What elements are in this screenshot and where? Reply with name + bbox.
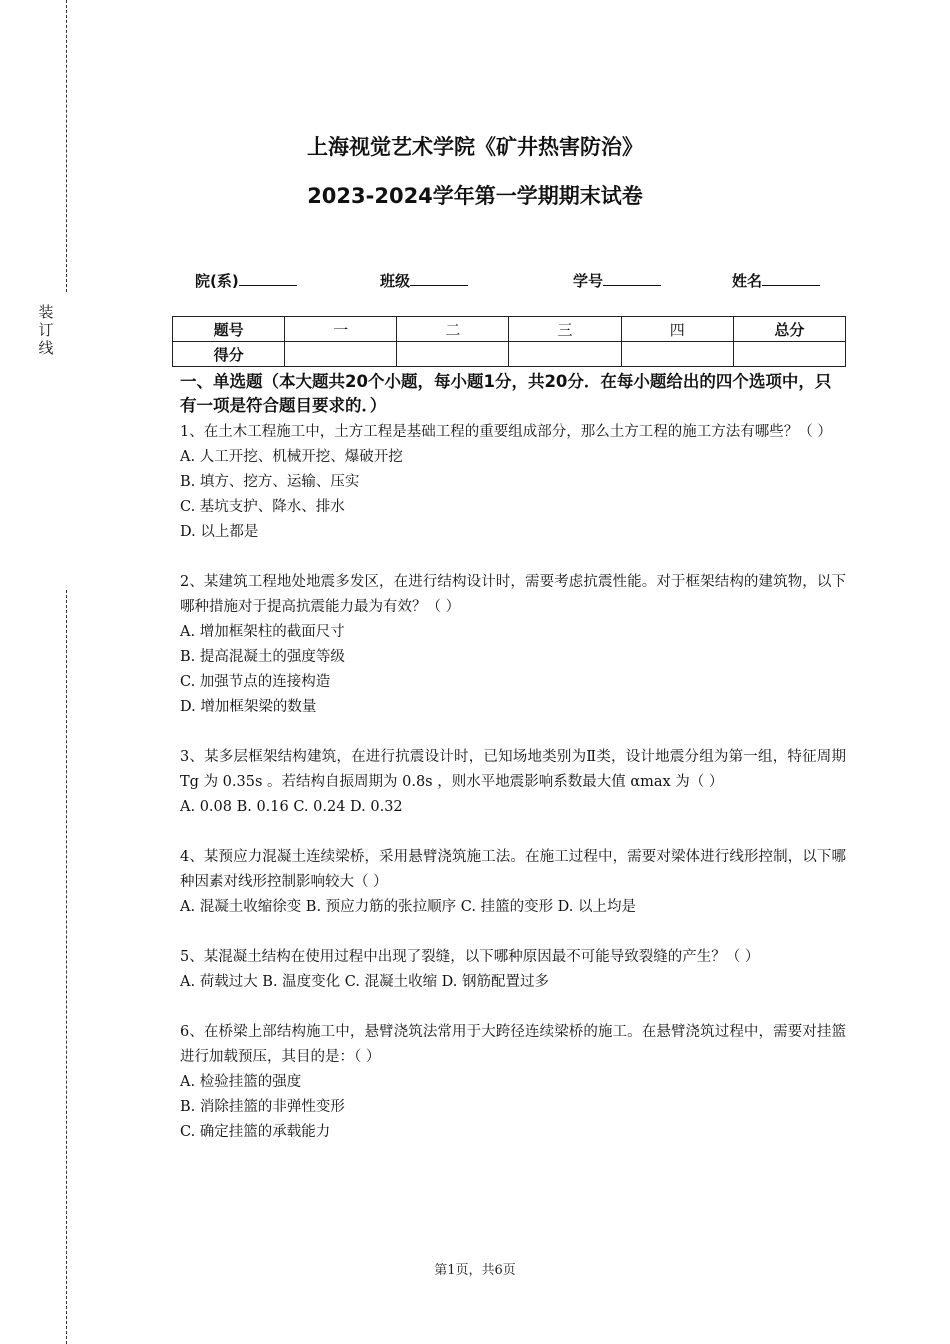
score-header-cell: 一 bbox=[285, 317, 397, 342]
question-stem: 6、在桥梁上部结构施工中，悬臂浇筑法常用于大跨径连续梁桥的施工。在悬臂浇筑过程中，需要对挂篮进行加载预压，其目的是：（ ） bbox=[180, 1024, 846, 1065]
question-option: A. 混凝土收缩徐变 B. 预应力筋的张拉顺序 C. 挂篮的变形 D. 以上均是 bbox=[180, 899, 637, 915]
question-stem: 2、某建筑工程地处地震多发区，在进行结构设计时，需要考虑抗震性能。对于框架结构的建筑物，以下哪种措施对于提高抗震能力最为有效？（ ） bbox=[180, 574, 846, 615]
page-footer: 第1页，共6页 bbox=[434, 1263, 516, 1278]
score-cell[interactable] bbox=[733, 342, 845, 367]
question bbox=[180, 1020, 846, 1145]
student-id-label: 学号 bbox=[573, 272, 604, 290]
question bbox=[180, 745, 846, 820]
department-label: 院(系) bbox=[195, 272, 239, 290]
question-option: D. 增加框架梁的数量 bbox=[180, 699, 317, 715]
department-blank[interactable] bbox=[239, 270, 297, 286]
binding-char: 线 bbox=[38, 339, 54, 357]
question bbox=[180, 570, 846, 720]
question bbox=[180, 945, 846, 995]
score-table bbox=[172, 316, 846, 367]
score-cell[interactable] bbox=[397, 342, 509, 367]
binding-char: 装 bbox=[38, 303, 54, 321]
question-option: A. 荷载过大 B. 温度变化 C. 混凝土收缩 D. 钢筋配置过多 bbox=[180, 974, 550, 990]
question-stem: 5、某混凝土结构在使用过程中出现了裂缝，以下哪种原因最不可能导致裂缝的产生？（ ） bbox=[180, 949, 760, 965]
question-option: B. 提高混凝土的强度等级 bbox=[180, 649, 345, 665]
question-option: B. 填方、挖方、运输、压实 bbox=[180, 474, 360, 490]
score-table-score-row bbox=[173, 342, 846, 367]
question-option: C. 基坑支护、降水、排水 bbox=[180, 499, 345, 515]
question-option: B. 消除挂篮的非弹性变形 bbox=[180, 1099, 345, 1115]
class-label: 班级 bbox=[380, 272, 411, 290]
question-stem: 1、在土木工程施工中，土方工程是基础工程的重要组成部分，那么土方工程的施工方法有哪些？（ ） bbox=[180, 424, 832, 440]
department-field[interactable] bbox=[195, 270, 297, 291]
question-option: A. 检验挂篮的强度 bbox=[180, 1074, 302, 1090]
class-blank[interactable] bbox=[410, 270, 468, 286]
score-header-cell: 三 bbox=[509, 317, 621, 342]
question-option: C. 加强节点的连接构造 bbox=[180, 674, 331, 690]
score-header-cell: 题号 bbox=[173, 317, 285, 342]
score-cell[interactable] bbox=[621, 342, 733, 367]
binding-line-bottom bbox=[66, 590, 67, 1344]
question bbox=[180, 845, 846, 920]
question bbox=[180, 420, 846, 545]
exam-subtitle: 2023-2024学年第一学期期末试卷 bbox=[307, 184, 643, 208]
score-cell[interactable] bbox=[509, 342, 621, 367]
question-option: A. 0.08 B. 0.16 C. 0.24 D. 0.32 bbox=[180, 799, 403, 815]
section-title: 一、单选题（本大题共20个小题，每小题1分，共20分．在每小题给出的四个选项中，只有一项是符合题目要求的．） bbox=[180, 372, 832, 415]
exam-title: 上海视觉艺术学院《矿井热害防治》 bbox=[307, 135, 643, 159]
exam-content bbox=[180, 370, 846, 1170]
question-stem: 4、某预应力混凝土连续梁桥，采用悬臂浇筑施工法。在施工过程中，需要对梁体进行线形控制，以下哪种因素对线形控制影响较大（ ） bbox=[180, 849, 846, 890]
score-header-cell: 总分 bbox=[733, 317, 845, 342]
score-table-header-row bbox=[173, 317, 846, 342]
score-row-label: 得分 bbox=[173, 342, 285, 367]
question-option: C. 确定挂篮的承载能力 bbox=[180, 1124, 331, 1140]
score-cell[interactable] bbox=[285, 342, 397, 367]
question-option: A. 人工开挖、机械开挖、爆破开挖 bbox=[180, 449, 403, 465]
binding-char: 订 bbox=[38, 321, 54, 339]
student-id-blank[interactable] bbox=[603, 270, 661, 286]
name-blank[interactable] bbox=[762, 270, 820, 286]
score-header-cell: 二 bbox=[397, 317, 509, 342]
score-header-cell: 四 bbox=[621, 317, 733, 342]
student-id-field[interactable] bbox=[573, 270, 661, 291]
name-field[interactable] bbox=[732, 270, 820, 291]
question-option: A. 增加框架柱的截面尺寸 bbox=[180, 624, 345, 640]
question-option: D. 以上都是 bbox=[180, 524, 259, 540]
question-stem: 3、某多层框架结构建筑，在进行抗震设计时，已知场地类别为Ⅱ类，设计地震分组为第一组，特征周期 Tg 为 0.35s 。若结构自振周期为 0.8s ，则水平地震影响系数最大值 αmax 为（ ） bbox=[180, 749, 846, 790]
name-label: 姓名 bbox=[732, 272, 763, 290]
student-info-row bbox=[0, 270, 950, 294]
binding-label bbox=[36, 303, 56, 357]
class-field[interactable] bbox=[380, 270, 468, 291]
